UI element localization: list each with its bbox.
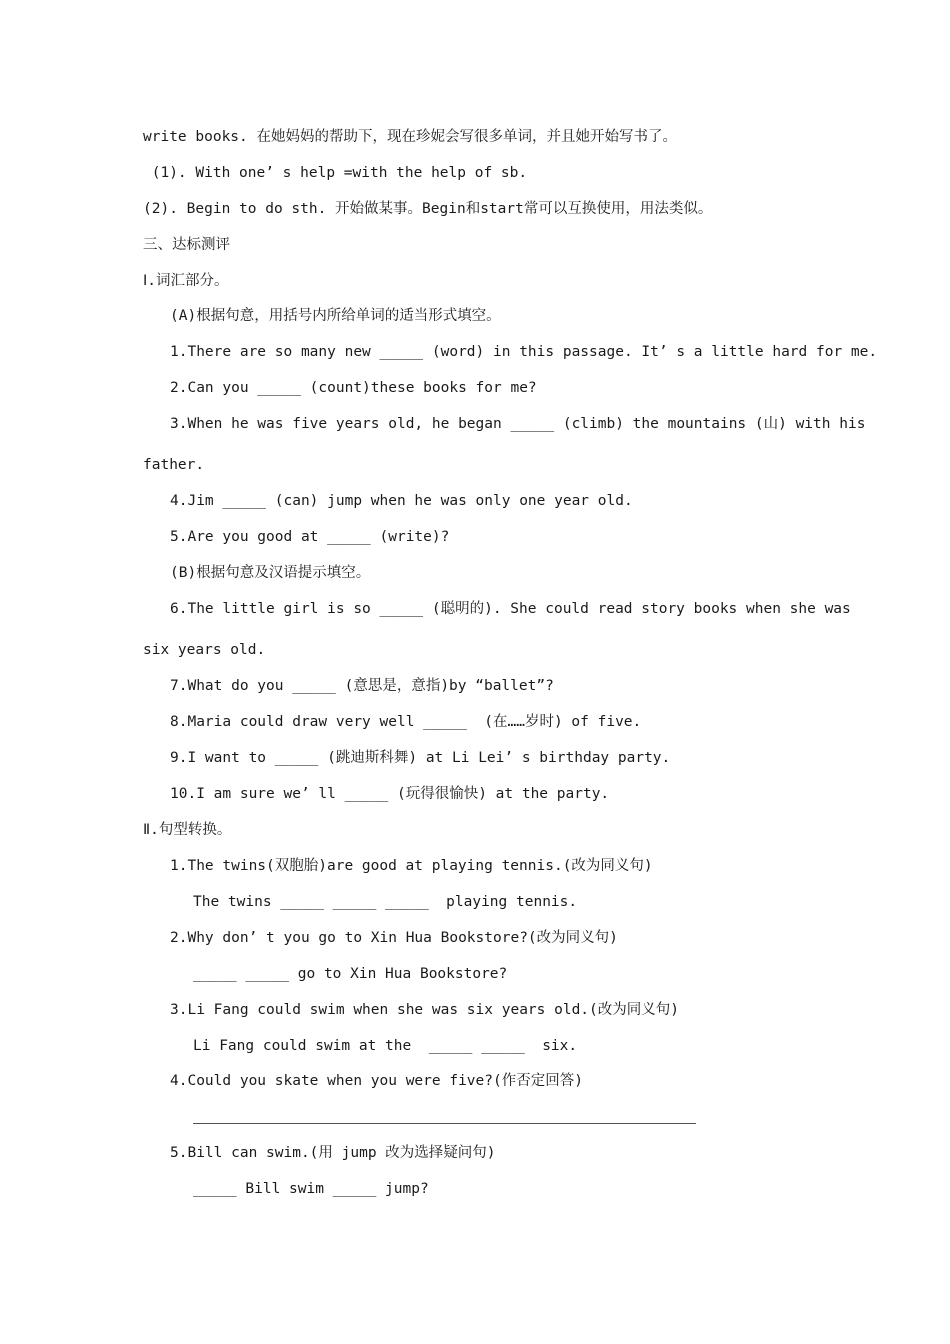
question-3: 3.When he was five years old, he began _____ (climb) the mountains (山) with his <box>170 416 866 432</box>
question-8: 8.Maria could draw very well _____ (在……岁时) of five. <box>170 714 642 730</box>
question-9: 9.I want to _____ (跳迪斯科舞) at Li Lei’ s birthday party. <box>170 750 671 766</box>
part1-a-instruction: (A)根据句意，用括号内所给单词的适当形式填空。 <box>170 308 501 324</box>
part2-title: Ⅱ.句型转换。 <box>143 822 232 838</box>
part1-title: Ⅰ.词汇部分。 <box>143 273 229 289</box>
question-3-cont: father. <box>143 457 205 473</box>
transform-answer-2: _____ _____ go to Xin Hua Bookstore? <box>193 966 508 982</box>
transform-question-1: 1.The twins(双胞胎)are good at playing tennis.(改为同义句) <box>170 858 653 874</box>
question-4: 4.Jim _____ (can) jump when he was only one year old. <box>170 493 633 509</box>
note-1: (1). With one’ s help =with the help of sb. <box>143 165 528 181</box>
section-title: 三、达标测评 <box>143 237 230 253</box>
transform-answer-1: The twins _____ _____ _____ playing tennis. <box>193 894 578 910</box>
transform-question-4: 4.Could you skate when you were five?(作否定回答) <box>170 1073 583 1089</box>
question-7: 7.What do you _____ (意思是，意指)by “ballet”? <box>170 678 554 694</box>
transform-question-2: 2.Why don’ t you go to Xin Hua Bookstore?(改为同义句) <box>170 930 618 946</box>
question-10: 10.I am sure we’ ll _____ (玩得很愉快) at the party. <box>170 786 610 802</box>
note-2: (2). Begin to do sth. 开始做某事。Begin和start常可以互换使用，用法类似。 <box>143 201 713 217</box>
question-6-cont: six years old. <box>143 642 266 658</box>
answer-line <box>193 1123 696 1124</box>
transform-question-5: 5.Bill can swim.(用 jump 改为选择疑问句) <box>170 1145 496 1161</box>
transform-answer-5: _____ Bill swim _____ jump? <box>193 1181 429 1197</box>
part1-b-instruction: (B)根据句意及汉语提示填空。 <box>170 565 371 581</box>
question-6: 6.The little girl is so _____ (聪明的). She could read story books when she was <box>170 601 851 617</box>
question-2: 2.Can you _____ (count)these books for me? <box>170 380 537 396</box>
question-1: 1.There are so many new _____ (word) in this passage. It’ s a little hard for me. <box>170 344 878 360</box>
transform-answer-3: Li Fang could swim at the _____ _____ six. <box>193 1038 578 1054</box>
transform-question-3: 3.Li Fang could swim when she was six years old.(改为同义句) <box>170 1002 679 1018</box>
question-5: 5.Are you good at _____ (write)? <box>170 529 450 545</box>
intro-line: write books. 在她妈妈的帮助下，现在珍妮会写很多单词，并且她开始写书了。 <box>143 129 677 145</box>
